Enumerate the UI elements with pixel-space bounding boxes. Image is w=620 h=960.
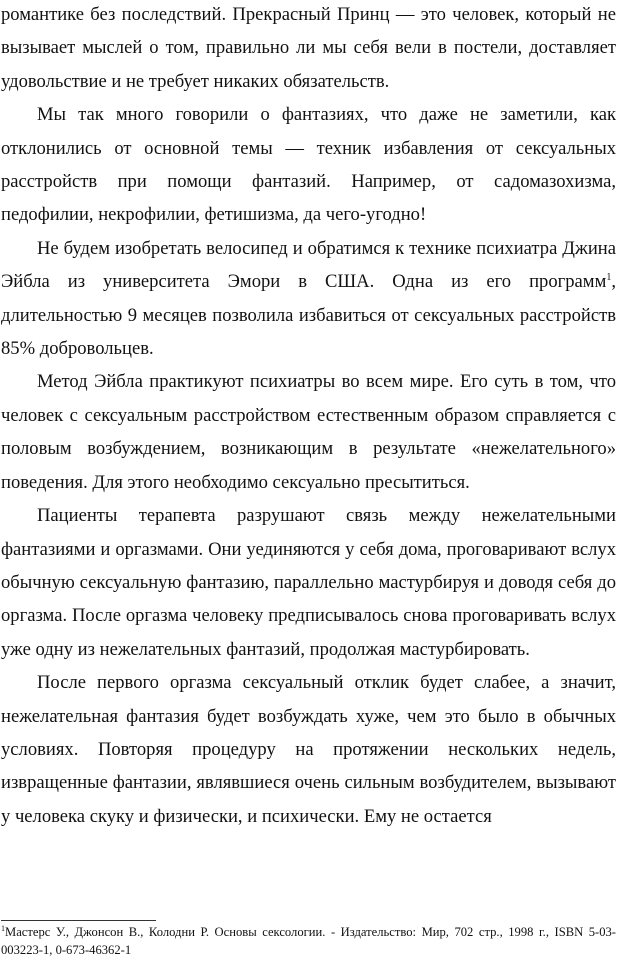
paragraph-4: Метод Эйбла практикуют психиатры во всем мире. Его суть в том, что человек с сексуальным расстройством естественным образом справляется с половым возбуждением, возникающим в результате «нежелательного» поведения. Для этого необходимо сексуально пресытиться. — [1, 371, 616, 493]
paragraph-3 — [1, 232, 616, 366]
paragraph-3-head: Не будем изобретать велосипед и обратимся к технике психиатра Джина Эйбла из университета Эмори в США. Одна из его программ — [1, 237, 616, 293]
paragraph-6: После первого оргазма сексуальный отклик будет слабее, а значит, нежелательная фантазия будет возбуждать хуже, чем это было в обычных условиях. Повторяя процедуру на протяжении нескольких недель, извращенные фантазии, являвшиеся очень сильным возбудителем, вызывают у человека скуку и физически, и психически. Ему не остается — [1, 672, 616, 827]
footnote — [1, 923, 616, 959]
paragraph-5: Пациенты терапевта разрушают связь между нежелательными фантазиями и оргазмами. Они уединяются у себя дома, проговаривают вслух обычную сексуальную фантазию, параллельно мастурбируя и доводя себя до оргазма. После оргазма человеку предписывалось снова проговаривать вслух уже одну из нежелательных фантазий, продолжая мастурбировать. — [1, 505, 616, 660]
footnote-divider — [1, 920, 156, 921]
paragraph-1: романтике без последствий. Прекрасный Принц — это человек, который не вызывает мыслей о том, правильно ли мы себя вели в постели, доставляет удовольствие и не требует никаких обязательств. — [1, 4, 616, 92]
paragraph-2: Мы так много говорили о фантазиях, что даже не заметили, как отклонились от основной темы — техник избавления от сексуальных расстройств при помощи фантазий. Например, от садомазохизма, педофилии, некрофилии, фетишизма, да чего-угодно! — [1, 104, 616, 226]
footnote-text: Мастерс У., Джонсон В., Колодни Р. Основы сексологии. - Издательство: Мир, 702 стр., 1998 г., ISBN 5-03-003223-1, 0-673-46362-1 — [1, 925, 616, 957]
footnote-ref-marker[interactable]: 1 — [606, 272, 612, 284]
footnote-marker: 1 — [1, 923, 5, 933]
paragraph-3-tail: , длительностью 9 месяцев позволила избавиться от сексуальных расстройств 85% добровольцев. — [1, 271, 616, 360]
